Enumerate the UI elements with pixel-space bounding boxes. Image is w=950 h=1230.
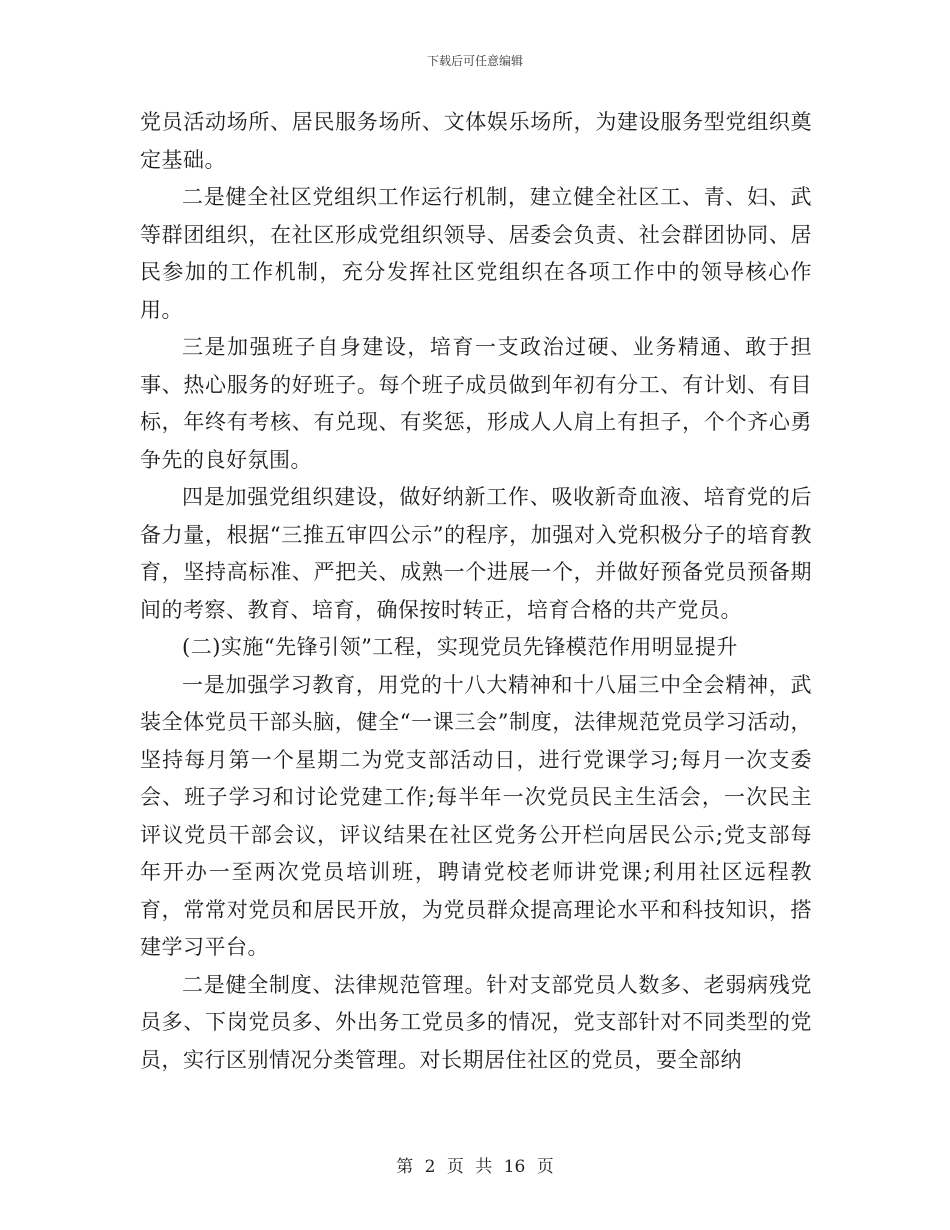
page-number-footer: 第 2 页 共 16 页 (396, 1157, 554, 1177)
paragraph-4: 四是加强党组织建设，做好纳新工作、吸收新奇血液、培育党的后备力量，根据“三推五审四公示”的程序，加强对入党积极分子的培育教育，坚持高标准、严把关、成熟一个进展一个，并做好预备党员预备期间的考察、教育、培育，确保按时转正，培育合格的共产党员。 (140, 485, 812, 622)
paragraph-3: 三是加强班子自身建设，培育一支政治过硬、业务精通、敢于担事、热心服务的好班子。每个班子成员做到年初有分工、有计划、有目标，年终有考核、有兑现、有奖惩，形成人人肩上有担子，个个齐心勇争先的良好氛围。 (140, 335, 812, 472)
paragraph-6: 二是健全制度、法律规范管理。针对支部党员人数多、老弱病残党员多、下岗党员多、外出务工党员多的情况，党支部针对不同类型的党员，实行区别情况分类管理。对长期居住社区的党员，要全部纳 (140, 972, 812, 1072)
document-body (140, 104, 812, 1079)
paragraph-2: 二是健全社区党组织工作运行机制，建立健全社区工、青、妇、武等群团组织，在社区形成党组织领导、居委会负责、社会群团协同、居民参加的工作机制，充分发挥社区党组织在各项工作中的领导核心作用。 (140, 185, 812, 322)
paragraph-1: 党员活动场所、居民服务场所、文体娱乐场所，为建设服务型党组织奠定基础。 (140, 110, 812, 172)
paragraph-5: 一是加强学习教育，用党的十八大精神和十八届三中全会精神，武装全体党员干部头脑，健全“一课三会”制度，法律规范党员学习活动，坚持每月第一个星期二为党支部活动日，进行党课学习;每月一次支委会、班子学习和讨论党建工作;每半年一次党员民主生活会，一次民主评议党员干部会议，评议结果在社区党务公开栏向居民公示;党支部每年开办一至两次党员培训班，聘请党校老师讲党课;利用社区远程教育，常常对党员和居民开放，为党员群众提高理论水平和科技知识，搭建学习平台。 (140, 672, 812, 959)
section-heading: (二)实施“先锋引领”工程，实现党员先锋模范作用明显提升 (182, 635, 738, 659)
page-header: 下载后可任意编辑 (426, 54, 523, 68)
